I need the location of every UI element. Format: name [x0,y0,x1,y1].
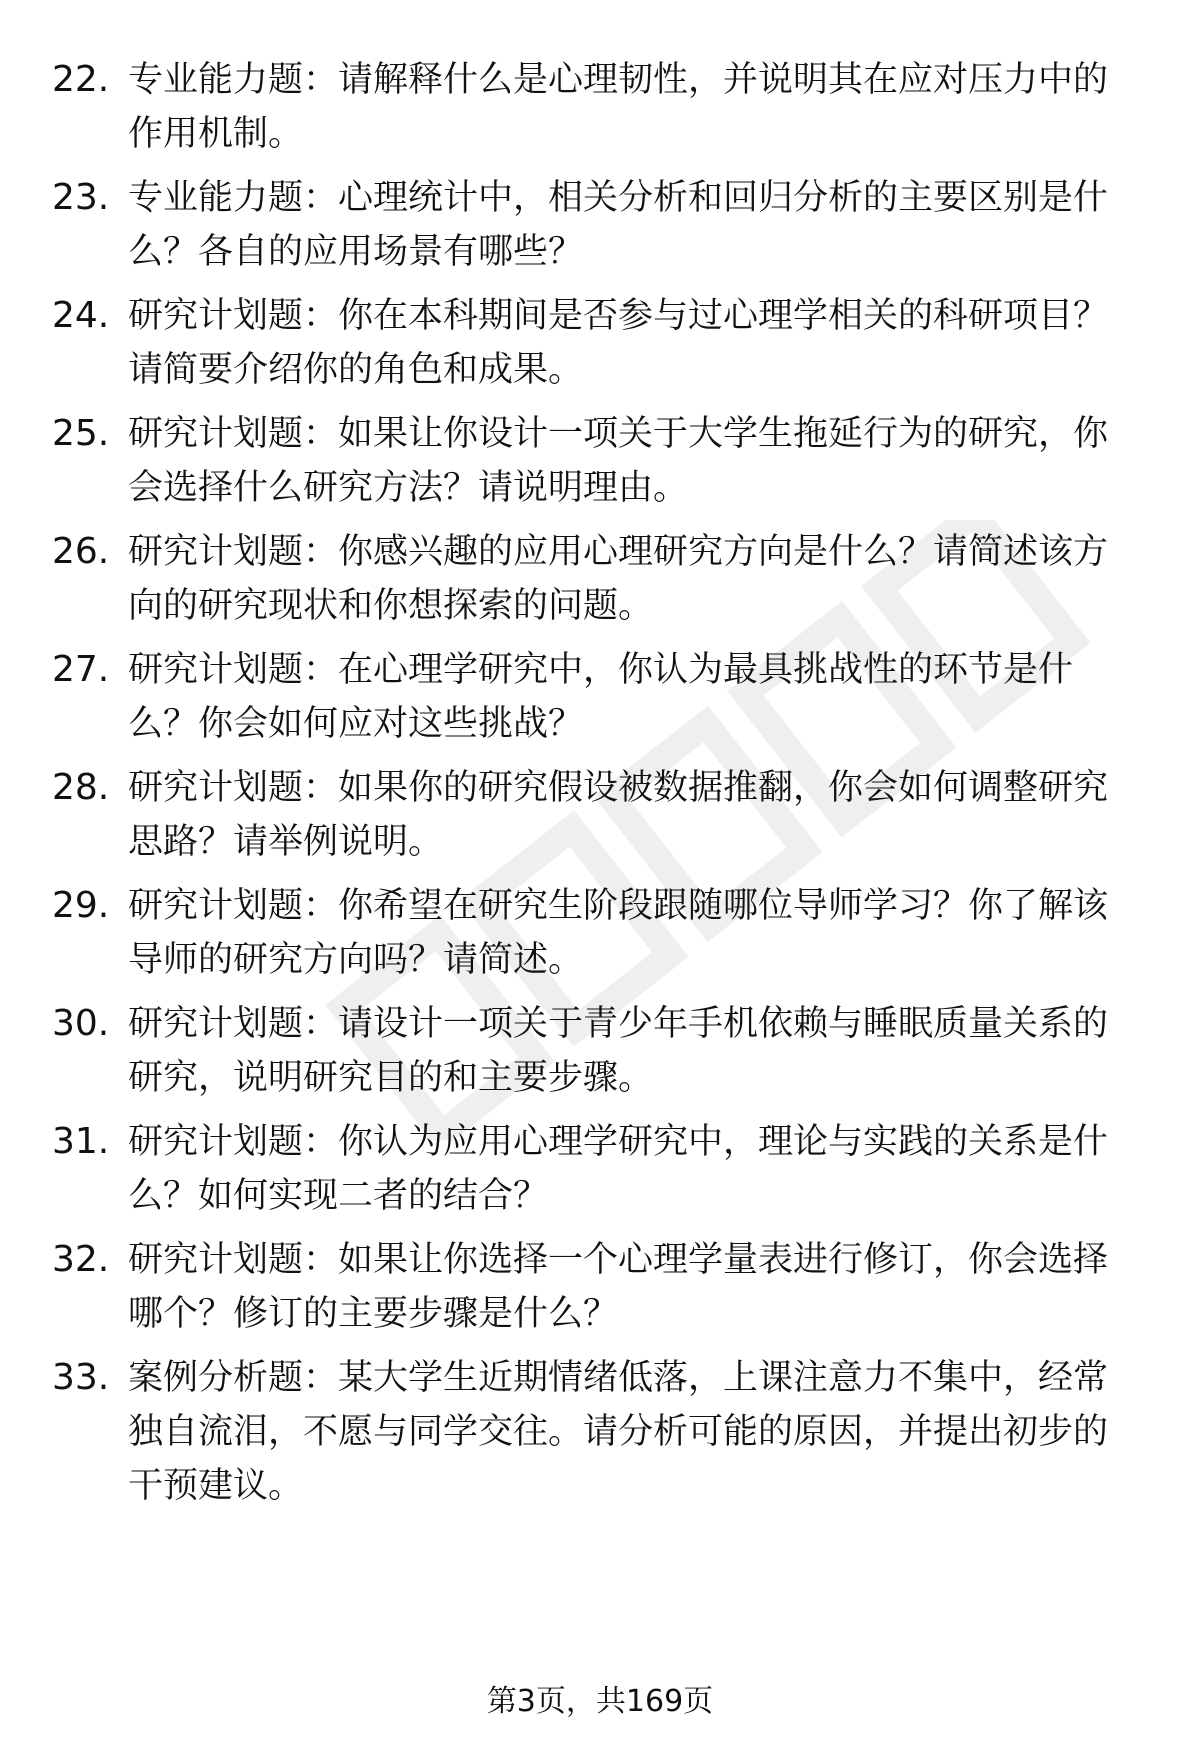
question-text-line: 研究计划题：你希望在研究生阶段跟随哪位导师学习？你了解该 [128,886,1109,926]
question-number: 23. [52,177,110,218]
question-item [0,1351,1200,1521]
question-text-line: 么？如何实现二者的结合？ [128,1176,549,1216]
question-item [0,997,1200,1127]
question-text-line: 研究计划题：你在本科期间是否参与过心理学相关的科研项目？ [128,296,1109,336]
page-number-footer: 第3页，共169页 [486,1684,714,1719]
question-text-line: 思路？请举例说明。 [128,822,444,862]
question-text-line: 请简要介绍你的角色和成果。 [128,350,584,390]
question-text-line: 专业能力题：心理统计中，相关分析和回归分析的主要区别是什 [128,178,1109,218]
question-item [0,53,1200,183]
question-item [0,1233,1200,1363]
question-text-line: 案例分析题：某大学生近期情绪低落，上课注意力不集中，经常 [128,1358,1109,1398]
question-text-line: 研究计划题：你认为应用心理学研究中，理论与实践的关系是什 [128,1122,1109,1162]
question-number: 22. [52,59,110,100]
question-text-line: 会选择什么研究方法？请说明理由。 [128,468,689,508]
question-text-line: 干预建议。 [128,1466,304,1506]
question-text-line: 哪个？修订的主要步骤是什么？ [128,1294,619,1334]
question-item [0,525,1200,655]
question-text-line: 么？你会如何应对这些挑战？ [128,704,584,744]
question-text-line: 研究计划题：如果让你选择一个心理学量表进行修订，你会选择 [128,1240,1109,1280]
question-item [0,171,1200,301]
question-text-line: 导师的研究方向吗？请简述。 [128,940,584,980]
question-number: 24. [52,295,110,336]
question-item [0,1115,1200,1245]
question-item [0,289,1200,419]
question-text-line: 向的研究现状和你想探索的问题。 [128,586,654,626]
question-number: 25. [52,413,110,454]
question-text-line: 作用机制。 [128,114,304,154]
question-number: 31. [52,1121,110,1162]
question-number: 32. [52,1239,110,1280]
question-number: 27. [52,649,110,690]
question-text-line: 研究计划题：如果你的研究假设被数据推翻，你会如何调整研究 [128,768,1109,808]
question-text-line: 研究计划题：如果让你设计一项关于大学生拖延行为的研究，你 [128,414,1109,454]
question-item [0,761,1200,891]
question-number: 28. [52,767,110,808]
question-number: 26. [52,531,110,572]
question-text-line: 么？各自的应用场景有哪些？ [128,232,584,272]
question-text-line: 专业能力题：请解释什么是心理韧性，并说明其在应对压力中的 [128,60,1109,100]
question-item [0,879,1200,1009]
question-text-line: 研究计划题：你感兴趣的应用心理研究方向是什么？请简述该方 [128,532,1109,572]
question-text-line: 独自流泪，不愿与同学交往。请分析可能的原因，并提出初步的 [128,1412,1109,1452]
question-text-line: 研究计划题：在心理学研究中，你认为最具挑战性的环节是什 [128,650,1074,690]
question-number: 33. [52,1357,110,1398]
question-number: 29. [52,885,110,926]
question-text-line: 研究，说明研究目的和主要步骤。 [128,1058,654,1098]
question-text-line: 研究计划题：请设计一项关于青少年手机依赖与睡眠质量关系的 [128,1004,1109,1044]
question-number: 30. [52,1003,110,1044]
question-item [0,643,1200,773]
question-item [0,407,1200,537]
